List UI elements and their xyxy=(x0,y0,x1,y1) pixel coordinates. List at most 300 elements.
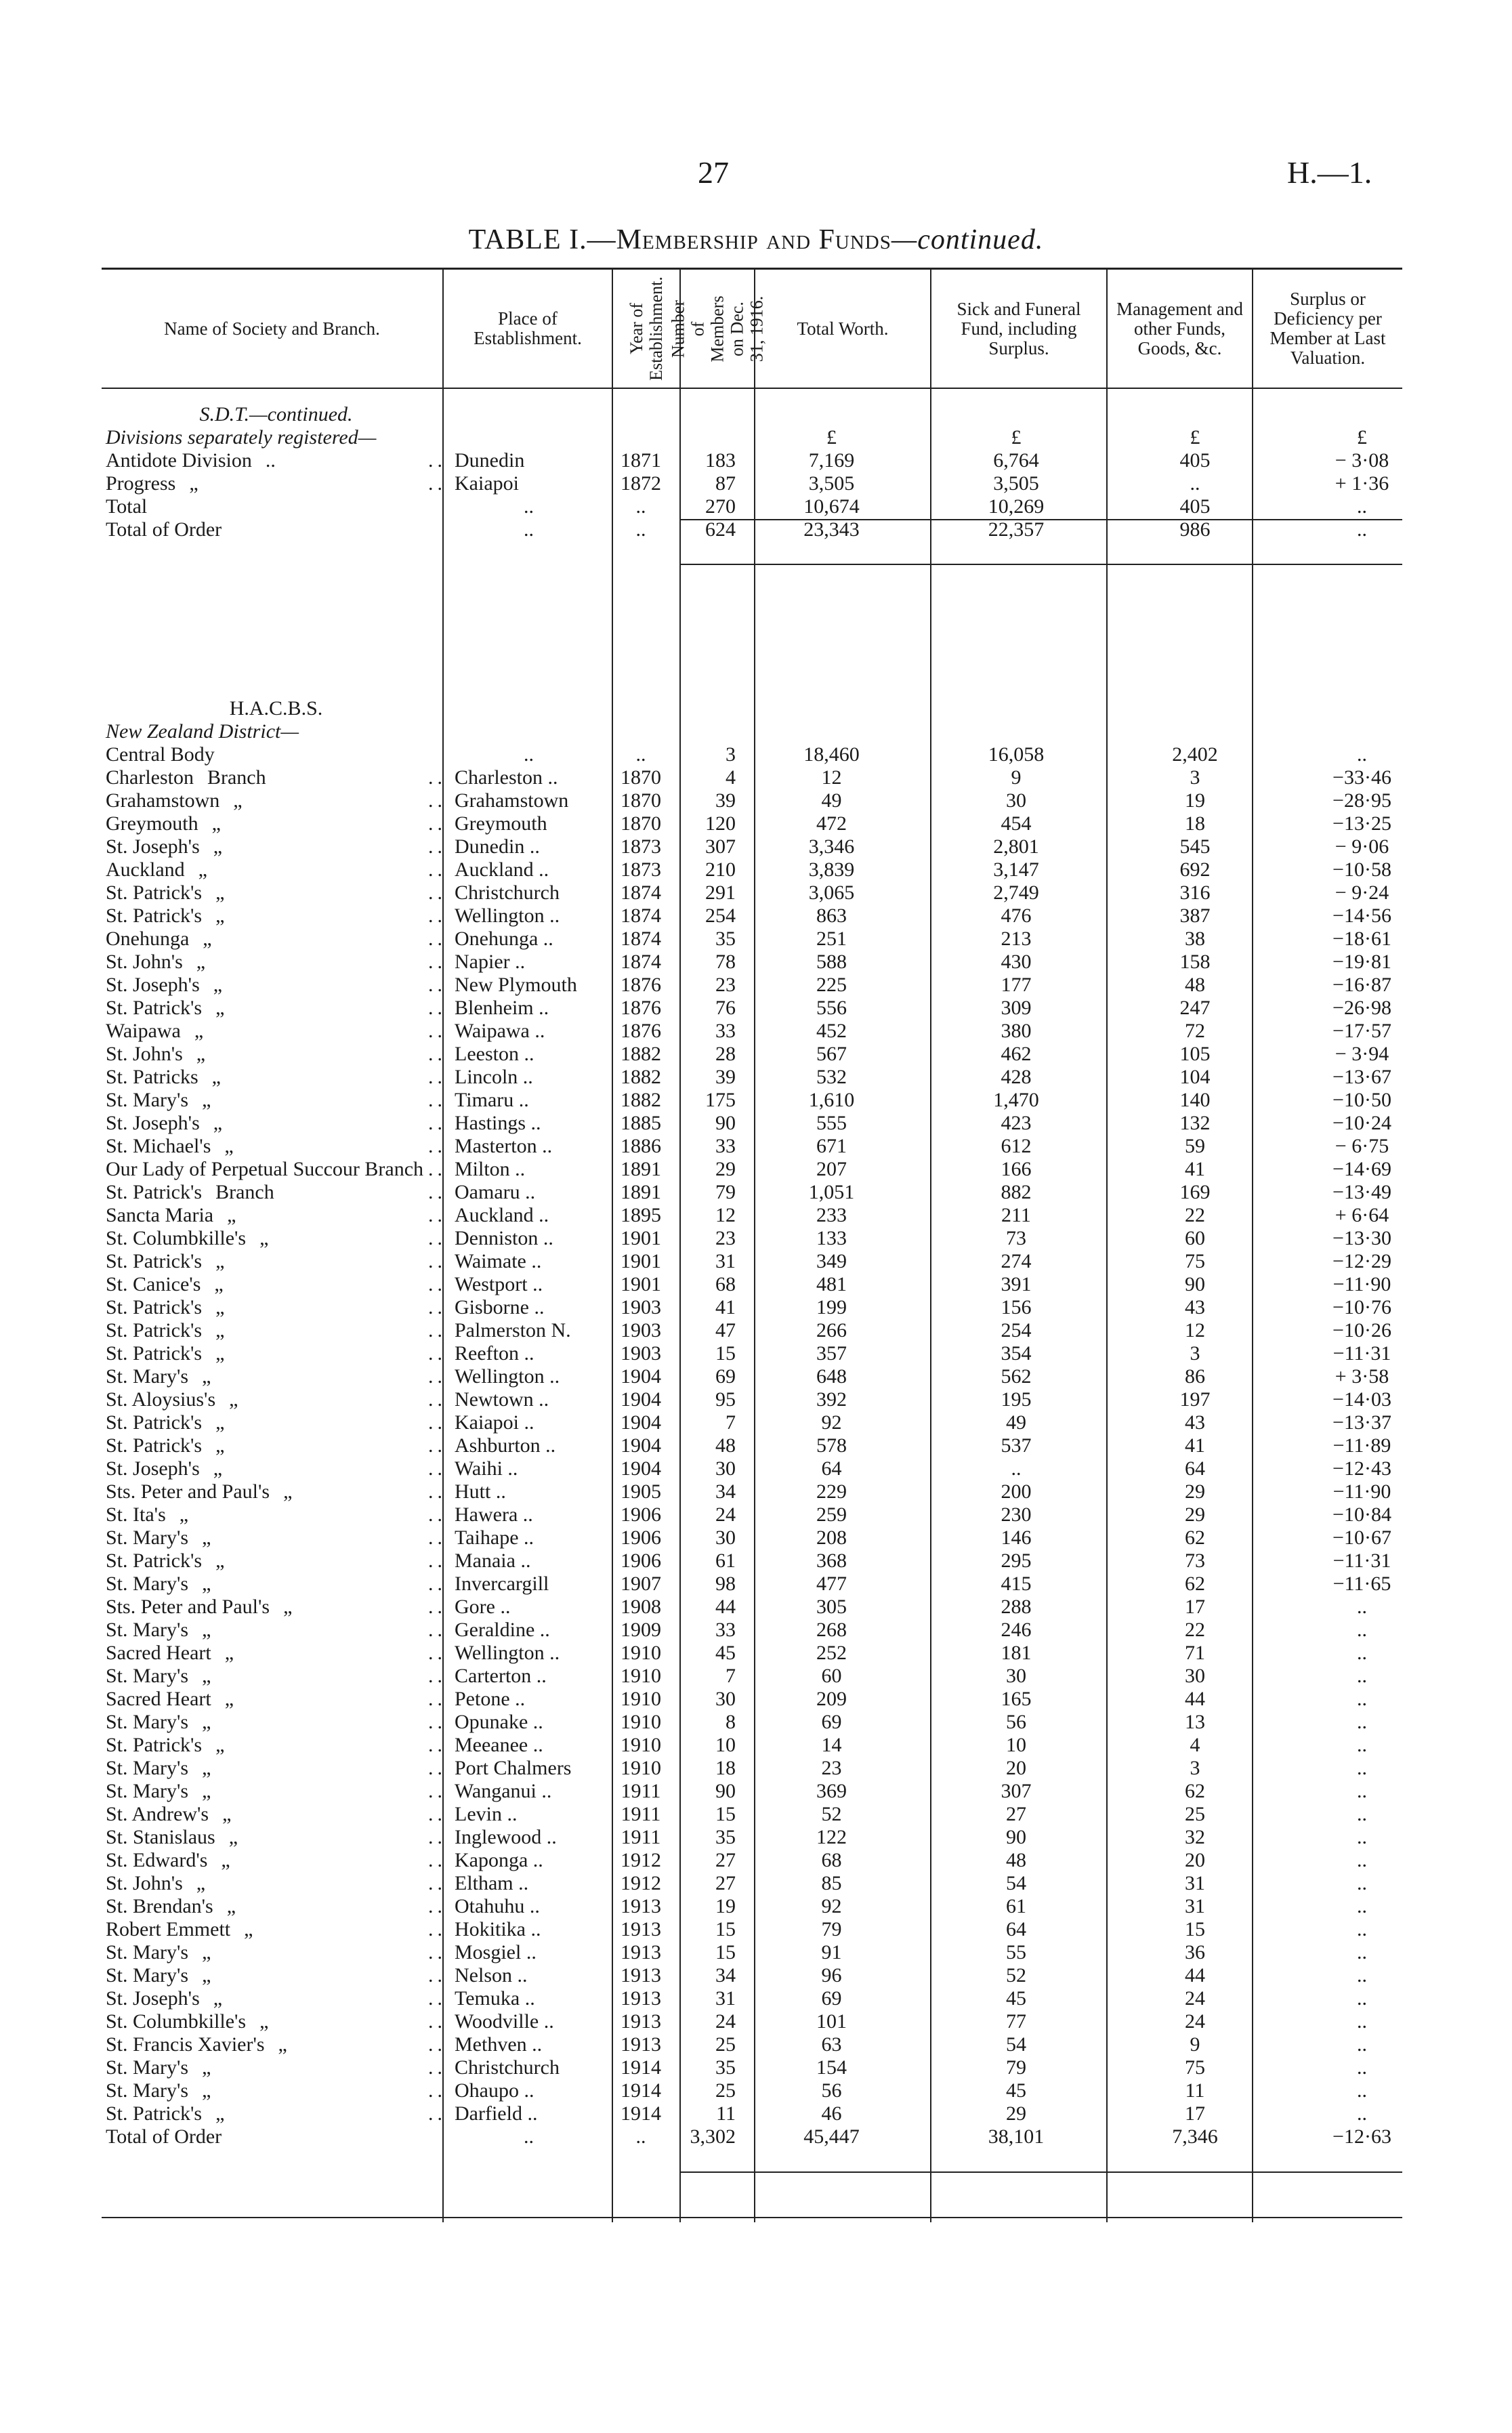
branch-name xyxy=(102,1503,450,1526)
members: 68 xyxy=(715,1273,736,1295)
mgmt-fund: 48 xyxy=(1185,974,1205,996)
year: 1882 xyxy=(621,1066,661,1088)
mgmt-fund: 36 xyxy=(1185,1941,1205,1963)
sick-fund: 90 xyxy=(1006,1826,1026,1848)
mgmt-fund: 29 xyxy=(1185,1480,1205,1503)
table-title-smallcaps: Membership and Funds xyxy=(616,224,891,255)
total-worth: 79 xyxy=(821,1918,842,1940)
table-row xyxy=(102,743,1443,766)
name-wrap xyxy=(106,1619,446,1642)
total-worth: 23,343 xyxy=(803,518,860,541)
branch-name xyxy=(102,812,450,835)
leader-dots: .. xyxy=(428,1342,446,1365)
total-worth: 368 xyxy=(816,1550,847,1572)
mgmt-fund: 15 xyxy=(1185,1918,1205,1940)
branch-name xyxy=(102,449,450,472)
place: Manaia .. xyxy=(455,1550,531,1572)
mgmt-fund: 986 xyxy=(1179,518,1211,541)
total-worth: 567 xyxy=(816,1043,847,1065)
year: 1911 xyxy=(621,1780,661,1802)
sick-fund: 9 xyxy=(1011,766,1022,789)
members: 30 xyxy=(715,1526,736,1549)
sick-fund: 2,749 xyxy=(993,881,1039,904)
header-year: Year of Establishment. xyxy=(627,276,666,381)
mgmt-fund: 158 xyxy=(1179,951,1211,973)
members: 35 xyxy=(715,1826,736,1848)
table-row xyxy=(102,1204,1443,1227)
name-wrap xyxy=(106,1642,446,1665)
surplus: −17·57 xyxy=(1332,1020,1391,1042)
branch-name-text: St. Francis Xavier's „ xyxy=(106,2033,287,2056)
leader-dots: .. xyxy=(428,1941,446,1963)
place: Gore .. xyxy=(455,1596,511,1618)
ditto-mark: „ xyxy=(198,858,207,881)
surplus: .. xyxy=(1357,1596,1367,1618)
table-row xyxy=(102,1503,1443,1526)
table-row xyxy=(102,1711,1443,1734)
members: 8 xyxy=(726,1711,736,1733)
ditto-mark: „ xyxy=(202,1573,211,1595)
members: 19 xyxy=(715,1895,736,1917)
place: Reefton .. xyxy=(455,1342,534,1365)
place: Hastings .. xyxy=(455,1112,541,1134)
sick-fund: 16,058 xyxy=(988,743,1045,766)
ditto-mark: .. xyxy=(265,449,276,472)
mgmt-fund: 62 xyxy=(1185,1780,1205,1802)
table-row xyxy=(102,1941,1443,1964)
sick-fund: 77 xyxy=(1006,2010,1026,2033)
mgmt-fund: 59 xyxy=(1185,1135,1205,1157)
table-row xyxy=(102,1043,1443,1066)
name-wrap xyxy=(106,2056,446,2079)
branch-name xyxy=(102,1918,450,1941)
b xyxy=(675,403,740,426)
place: Geraldine .. xyxy=(455,1619,550,1641)
sick-fund: 10,269 xyxy=(988,495,1045,518)
b xyxy=(675,697,740,720)
total-worth: 555 xyxy=(816,1112,847,1134)
ditto-mark: „ xyxy=(202,1619,211,1641)
sick-fund: 61 xyxy=(1006,1895,1026,1917)
total-worth: 7,169 xyxy=(808,449,855,472)
place: Denniston .. xyxy=(455,1227,553,1249)
members: 624 xyxy=(705,518,736,541)
members: 29 xyxy=(715,1158,736,1180)
table-row xyxy=(102,904,1443,928)
header-place: Place of Establishment. xyxy=(474,308,582,348)
surplus: .. xyxy=(1357,1895,1367,1917)
sick-fund: 211 xyxy=(1001,1204,1031,1226)
mgmt-fund: 3 xyxy=(1190,1757,1200,1779)
place: Lincoln .. xyxy=(455,1066,533,1088)
place: Port Chalmers xyxy=(455,1757,572,1779)
members: 27 xyxy=(715,1872,736,1894)
branch-name-text: St. Patrick's „ xyxy=(106,1550,225,1572)
place: Auckland .. xyxy=(455,1204,549,1226)
sick-fund: 177 xyxy=(1001,974,1032,996)
ditto-mark: „ xyxy=(283,1596,293,1618)
total-worth: 101 xyxy=(816,2010,847,2033)
sick-fund: 22,357 xyxy=(988,518,1045,541)
branch-name-text: St. John's „ xyxy=(106,1043,206,1065)
leader-dots: .. xyxy=(428,858,446,881)
sick-fund: 246 xyxy=(1001,1619,1032,1641)
sick-fund: 45 xyxy=(1006,1987,1026,2010)
leader-dots: .. xyxy=(428,1411,446,1434)
surplus: −16·87 xyxy=(1332,974,1391,996)
table-row xyxy=(102,1273,1443,1296)
table-row xyxy=(102,1987,1443,2010)
surplus: .. xyxy=(1357,1826,1367,1848)
name-wrap xyxy=(106,951,446,974)
branch-name xyxy=(102,2056,450,2079)
branch-name-text: St. Aloysius's „ xyxy=(106,1388,238,1411)
year: 1903 xyxy=(621,1342,661,1365)
mgmt-fund: 60 xyxy=(1185,1227,1205,1249)
table-row xyxy=(102,1411,1443,1434)
total-worth: 588 xyxy=(816,951,847,973)
branch-name-text: St. Mary's „ xyxy=(106,1711,211,1733)
year: 1874 xyxy=(621,881,661,904)
branch-name xyxy=(102,1941,450,1964)
ditto-mark: „ xyxy=(203,928,212,950)
leader-dots: .. xyxy=(428,1803,446,1825)
mgmt-fund: 545 xyxy=(1179,835,1211,858)
surplus: .. xyxy=(1357,1964,1367,1987)
name-wrap xyxy=(106,1757,446,1780)
branch-name xyxy=(102,1204,450,1227)
section-subheading xyxy=(102,426,1443,449)
name-wrap xyxy=(106,1020,446,1043)
mgmt-fund: 169 xyxy=(1179,1181,1211,1203)
year: 1870 xyxy=(621,789,661,812)
branch-name xyxy=(102,2079,450,2102)
branch-name xyxy=(102,2010,450,2033)
table-row xyxy=(102,812,1443,835)
branch-name-text: St. Patrick's „ xyxy=(106,997,225,1019)
members: 47 xyxy=(715,1319,736,1342)
ditto-mark: „ xyxy=(213,974,223,996)
branch-name-text: Sancta Maria „ xyxy=(106,1204,236,1226)
table-row xyxy=(102,1780,1443,1803)
leader-dots: .. xyxy=(428,812,446,835)
name-wrap xyxy=(106,1964,446,1987)
leader-dots: .. xyxy=(428,1112,446,1134)
surplus: .. xyxy=(1357,1803,1367,1825)
members: 12 xyxy=(715,1204,736,1226)
sick-fund: 562 xyxy=(1001,1365,1032,1388)
branch-name xyxy=(102,1964,450,1987)
currency-mark: £ xyxy=(1357,426,1367,449)
place: Waimate .. xyxy=(455,1250,542,1272)
total-worth: 225 xyxy=(816,974,847,996)
mgmt-fund: 2,402 xyxy=(1172,743,1218,766)
mgmt-fund: 24 xyxy=(1185,2010,1205,2033)
leader-dots: .. xyxy=(428,1596,446,1618)
branch-name-text: Progress „ xyxy=(106,472,198,495)
name-wrap xyxy=(106,1089,446,1112)
place: Wellington .. xyxy=(455,1642,560,1664)
total-worth: 556 xyxy=(816,997,847,1019)
leader-dots: .. xyxy=(428,1457,446,1480)
sick-fund: .. xyxy=(1011,1457,1022,1480)
branch-name xyxy=(102,951,450,974)
branch-name xyxy=(102,1780,450,1803)
members: 35 xyxy=(715,2056,736,2079)
sick-fund: 165 xyxy=(1001,1688,1032,1710)
total-worth: 578 xyxy=(816,1434,847,1457)
year: 1903 xyxy=(621,1296,661,1318)
table-title xyxy=(0,224,1512,256)
name-wrap xyxy=(106,812,446,835)
leader-dots: .. xyxy=(428,1757,446,1779)
branch-name xyxy=(102,1112,450,1135)
surplus: −14·56 xyxy=(1332,904,1391,927)
sdt-total-row xyxy=(102,495,1443,518)
surplus: .. xyxy=(1357,1849,1367,1871)
table-row xyxy=(102,1365,1443,1388)
total-worth: 3,346 xyxy=(808,835,855,858)
ditto-mark: „ xyxy=(215,1319,225,1342)
leader-dots: .. xyxy=(428,1434,446,1457)
members: 30 xyxy=(715,1688,736,1710)
b xyxy=(675,426,740,449)
year: 1885 xyxy=(621,1112,661,1134)
year: 1871 xyxy=(621,449,661,472)
name-wrap xyxy=(106,1918,446,1941)
ditto-mark: „ xyxy=(215,1734,225,1756)
surplus: + 1·36 xyxy=(1335,472,1389,495)
year-empty: .. xyxy=(635,495,646,518)
name-wrap xyxy=(106,1480,446,1503)
b xyxy=(607,403,675,426)
name-wrap xyxy=(106,835,446,858)
branch-name xyxy=(102,472,450,495)
ditto-mark: „ xyxy=(196,951,206,973)
mgmt-fund: 140 xyxy=(1179,1089,1211,1111)
ditto-mark: „ xyxy=(215,1434,225,1457)
total-worth: 69 xyxy=(821,1987,842,2010)
place: Charleston .. xyxy=(455,766,558,789)
ditto-mark: „ xyxy=(202,2056,211,2079)
total-worth: 3,065 xyxy=(808,881,855,904)
sick-fund: 1,470 xyxy=(993,1089,1039,1111)
surplus: .. xyxy=(1357,1642,1367,1664)
branch-name xyxy=(102,1250,450,1273)
surplus: −14·69 xyxy=(1332,1158,1391,1180)
table-row xyxy=(102,858,1443,881)
leader-dots: .. xyxy=(428,1227,446,1249)
branch-name xyxy=(102,1365,450,1388)
total-worth: 49 xyxy=(821,789,842,812)
surplus: −12·63 xyxy=(1332,2125,1391,2148)
table-row xyxy=(102,1089,1443,1112)
year: 1914 xyxy=(621,2102,661,2125)
b xyxy=(450,720,607,743)
ditto-mark: „ xyxy=(211,812,221,835)
surplus: .. xyxy=(1357,518,1367,541)
year: 1906 xyxy=(621,1550,661,1572)
year: 1913 xyxy=(621,1941,661,1963)
header-name: Name of Society and Branch. xyxy=(164,318,380,339)
branch-name-text: Greymouth „ xyxy=(106,812,221,835)
year: 1870 xyxy=(621,812,661,835)
branch-name-text: St. Patrick's „ xyxy=(106,881,225,904)
surplus: .. xyxy=(1357,1619,1367,1641)
members: 15 xyxy=(715,1918,736,1940)
ditto-mark: „ xyxy=(189,472,198,495)
mgmt-fund: 43 xyxy=(1185,1296,1205,1318)
name-wrap xyxy=(106,1941,446,1964)
mgmt-fund: 44 xyxy=(1185,1964,1205,1987)
leader-dots: .. xyxy=(428,881,446,904)
table-row xyxy=(102,2079,1443,2102)
b xyxy=(923,720,1109,743)
leader-dots: .. xyxy=(428,1987,446,2010)
branch-name-text: St. Joseph's „ xyxy=(106,835,223,858)
mgmt-fund: 71 xyxy=(1185,1642,1205,1664)
ditto-mark: „ xyxy=(194,1020,204,1042)
surplus: −13·49 xyxy=(1332,1181,1391,1203)
branch-name: Central Body xyxy=(106,743,215,766)
b xyxy=(450,697,607,720)
total-worth: 208 xyxy=(816,1526,847,1549)
branch-name xyxy=(102,2102,450,2125)
currency-mark: £ xyxy=(1190,426,1200,449)
surplus: .. xyxy=(1357,1757,1367,1779)
leader-dots: .. xyxy=(428,1158,446,1180)
ditto-mark: „ xyxy=(213,1457,223,1480)
name-wrap xyxy=(106,789,446,812)
branch-name xyxy=(102,1711,450,1734)
sick-fund: 38,101 xyxy=(988,2125,1045,2148)
name-wrap xyxy=(106,1780,446,1803)
ditto-mark: „ xyxy=(202,1665,211,1687)
members: 3 xyxy=(726,743,736,766)
branch-name-text: St. Mary's „ xyxy=(106,1573,211,1595)
sick-fund: 6,764 xyxy=(993,449,1039,472)
branch-name-text: St. Patrick's „ xyxy=(106,1342,225,1365)
surplus: −11·89 xyxy=(1332,1434,1391,1457)
branch-name-text: St. Mary's „ xyxy=(106,1964,211,1987)
surplus: −12·29 xyxy=(1332,1250,1391,1272)
ditto-mark: „ xyxy=(211,1066,221,1088)
year: 1910 xyxy=(621,1642,661,1664)
total-worth: 252 xyxy=(816,1642,847,1664)
branch-name-text: St. Mary's „ xyxy=(106,1365,211,1388)
sick-fund: 52 xyxy=(1006,1964,1026,1987)
surplus: − 6·75 xyxy=(1335,1135,1389,1157)
mgmt-fund: 247 xyxy=(1179,997,1211,1019)
name-wrap xyxy=(106,997,446,1020)
place: Blenheim .. xyxy=(455,997,549,1019)
members: 34 xyxy=(715,1964,736,1987)
leader-dots: .. xyxy=(428,2033,446,2056)
branch-name xyxy=(102,1066,450,1089)
branch-name xyxy=(102,1826,450,1849)
place: Petone .. xyxy=(455,1688,526,1710)
total-worth: 3,505 xyxy=(808,472,855,495)
year: 1911 xyxy=(621,1803,661,1825)
branch-name xyxy=(102,1573,450,1596)
name-wrap xyxy=(106,1411,446,1434)
ditto-mark: „ xyxy=(221,1849,230,1871)
leader-dots: .. xyxy=(428,1573,446,1595)
sick-fund: 49 xyxy=(1006,1411,1026,1434)
surplus: −13·30 xyxy=(1332,1227,1391,1249)
currency-mark: £ xyxy=(1011,426,1022,449)
sick-fund: 537 xyxy=(1001,1434,1032,1457)
leader-dots: .. xyxy=(428,928,446,950)
members: 23 xyxy=(715,974,736,996)
total-worth: 14 xyxy=(821,1734,842,1756)
members: 31 xyxy=(715,1987,736,2010)
b xyxy=(607,697,675,720)
mgmt-fund: 12 xyxy=(1185,1319,1205,1342)
name-wrap xyxy=(106,1826,446,1849)
ditto-mark: „ xyxy=(202,1964,211,1987)
surplus: .. xyxy=(1357,1941,1367,1963)
branch-name xyxy=(102,1411,450,1434)
branch-name xyxy=(102,1596,450,1619)
mgmt-fund: 22 xyxy=(1185,1204,1205,1226)
place: Waihi .. xyxy=(455,1457,518,1480)
table-row xyxy=(102,1158,1443,1181)
leader-dots: .. xyxy=(428,1550,446,1572)
b xyxy=(450,426,607,449)
total-worth: 233 xyxy=(816,1204,847,1226)
surplus: − 9·06 xyxy=(1335,835,1389,858)
surplus: −18·61 xyxy=(1332,928,1391,950)
place: Levin .. xyxy=(455,1803,518,1825)
branch-name-text: Grahamstown „ xyxy=(106,789,243,812)
members: 27 xyxy=(715,1849,736,1871)
name-wrap xyxy=(106,1112,446,1135)
leader-dots: .. xyxy=(428,835,446,858)
place: Meeanee .. xyxy=(455,1734,543,1756)
leader-dots: .. xyxy=(428,1066,446,1088)
surplus: .. xyxy=(1357,2079,1367,2102)
leader-dots: .. xyxy=(428,1388,446,1411)
year: 1913 xyxy=(621,1964,661,1987)
total-worth: 209 xyxy=(816,1688,847,1710)
name-wrap xyxy=(106,1250,446,1273)
ditto-mark: „ xyxy=(244,1918,253,1940)
place: Dunedin xyxy=(455,449,525,472)
place: Otahuhu .. xyxy=(455,1895,540,1917)
ditto-mark: „ xyxy=(278,2033,287,2056)
total-worth: 133 xyxy=(816,1227,847,1249)
members: 87 xyxy=(715,472,736,495)
b xyxy=(923,697,1109,720)
table-row xyxy=(102,1020,1443,1043)
name-wrap xyxy=(106,1573,446,1596)
total-worth: 477 xyxy=(816,1573,847,1595)
leader-dots: .. xyxy=(428,1711,446,1733)
ditto-mark: „ xyxy=(215,1411,225,1434)
branch-name-text: Our Lady of Perpetual Succour Branch xyxy=(106,1158,424,1180)
year: 1912 xyxy=(621,1849,661,1871)
name-wrap xyxy=(106,1803,446,1826)
place-empty: .. xyxy=(524,2125,534,2148)
leader-dots: .. xyxy=(428,1665,446,1687)
members: 18 xyxy=(715,1757,736,1779)
name-wrap xyxy=(106,1734,446,1757)
branch-name-text: St. Mary's „ xyxy=(106,2079,211,2102)
name-wrap xyxy=(106,1526,446,1550)
total-worth: 60 xyxy=(821,1665,842,1687)
sick-fund: 3,505 xyxy=(993,472,1039,495)
